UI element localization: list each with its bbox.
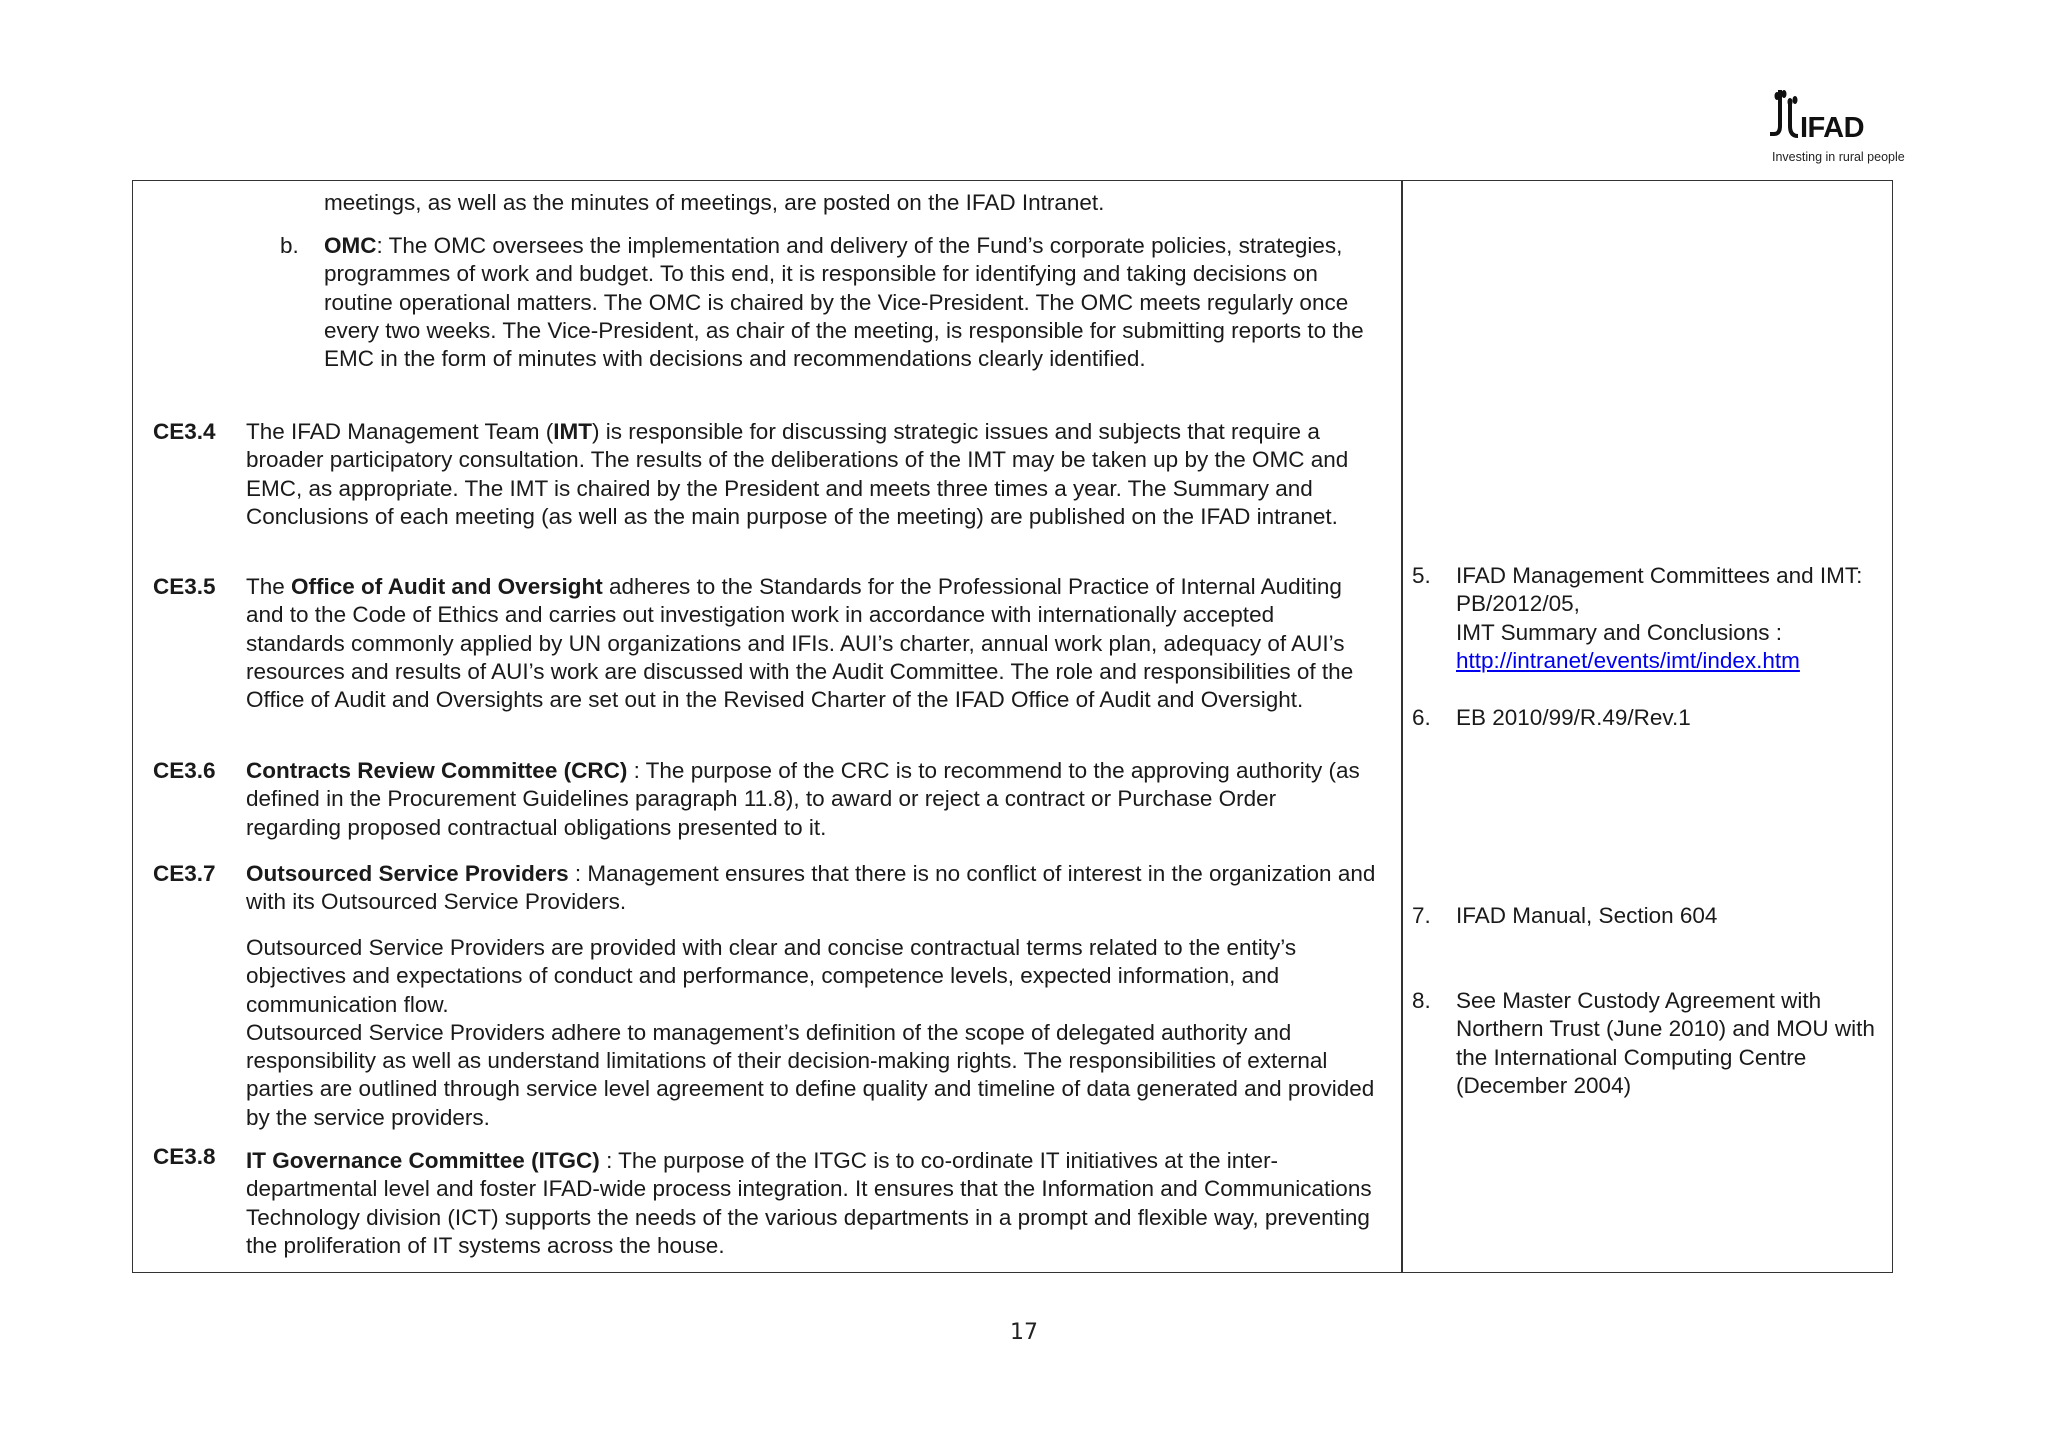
imt-intranet-link[interactable]: http://intranet/events/imt/index.htm [1456, 647, 1800, 673]
omc-term: OMC [324, 233, 377, 258]
logo-wordmark: IFAD [1800, 112, 1865, 144]
ifad-logo [1768, 86, 1938, 166]
ce3-4-text: The IFAD Management Team (IMT) is responsible for discussing strategic issues and subjects that require a broader participatory consultation. The results of the deliberations of the IMT may be taken up by the OMC and EMC, as appropriate. The IMT is chaired by the President and meets three times a year. The Summary and Conclusions of each meeting (as well as the main purpose of the meeting) are published on the IFAD intranet. [246, 419, 1349, 529]
page-number: 17 [1010, 1320, 1038, 1345]
ce3-5-label: CE3.5 [153, 574, 216, 599]
ce3-5-text: The Office of Audit and Oversight adheres to the Standards for the Professional Practice of Internal Auditing and to the Code of Ethics and carries out investigation work in accordance with internationally accepted standards commonly applied by UN organizations and IFIs. AUI’s charter, annual work plan, adequacy of AUI’s resources and results of AUI’s work are discussed with the Audit Committee. The role and responsibilities of the Office of Audit and Oversights are set out in the Revised Charter of the IFAD Office of Audit and Oversight. [246, 574, 1354, 713]
ce3-7-para2: Outsourced Service Providers are provided with clear and concise contractual terms related to the entity’s objectives and expectations of conduct and performance, competence levels, expected information, and communication flow. Outsourced Service Providers adhere to management’s definition of the scope of delegated authority and responsibility as well as understand limitations of their decision-making rights. The responsibilities of external parties are outlined through service level agreement to define quality and timeline of data generated and provided by the service providers. [246, 935, 1375, 1130]
ce3-7-text: Outsourced Service Providers : Management ensures that there is no conflict of interest in the organization and with its Outsourced Service Providers. [246, 861, 1376, 915]
intro-line: meetings, as well as the minutes of meetings, are posted on the IFAD Intranet. [324, 190, 1105, 215]
wheat-icon [1768, 86, 1800, 142]
column-divider [1401, 180, 1403, 1273]
ce3-6-label: CE3.6 [153, 758, 216, 783]
ce3-4-label: CE3.4 [153, 419, 216, 444]
ce3-8-label: CE3.8 [153, 1144, 216, 1169]
item-b-omc: OMC: The OMC oversees the implementation and delivery of the Fund’s corporate policies, strategies, programmes of work and budget. To this end, it is responsible for identifying and taking decisions on routine operational matters. The OMC is chaired by the Vice-President. The OMC meets regularly once every two weeks. The Vice-President, as chair of the meeting, is responsible for submitting reports to the EMC in the form of minutes with decisions and recommendations clearly identified. [324, 233, 1364, 372]
ce3-6-text: Contracts Review Committee (CRC) : The purpose of the CRC is to recommend to the approving authority (as defined in the Procurement Guidelines paragraph 11.8), to award or reject a contract or Purchase Order regarding proposed contractual obligations presented to it. [246, 758, 1360, 840]
ce3-8-text: IT Governance Committee (ITGC) : The purpose of the ITGC is to co-ordinate IT initiatives at the inter-departmental level and foster IFAD-wide process integration. It ensures that the Information and Communications Technology division (ICT) supports the needs of the various departments in a prompt and flexible way, preventing the proliferation of IT systems across the house. [246, 1148, 1372, 1258]
item-b-marker: b. [280, 233, 299, 258]
ce3-7-label: CE3.7 [153, 861, 216, 886]
logo-tagline: Investing in rural people [1772, 150, 1905, 164]
